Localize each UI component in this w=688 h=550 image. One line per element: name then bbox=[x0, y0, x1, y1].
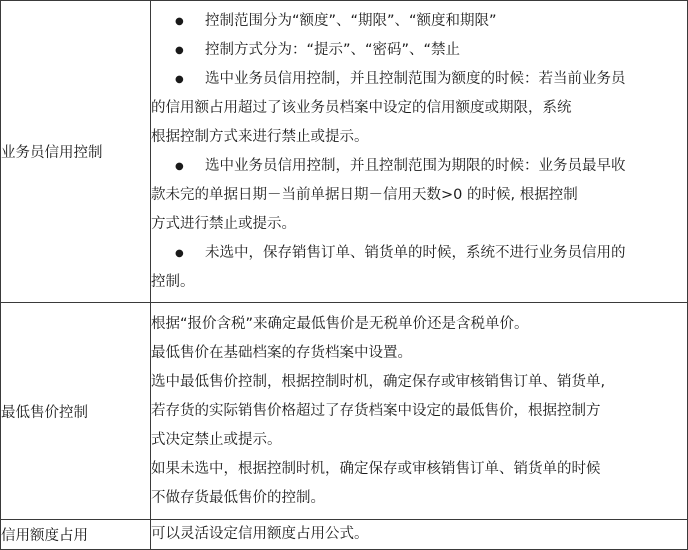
list-item-line: 选中业务员信用控制，并且控制范围为期限的时候：业务员最早收 bbox=[205, 157, 626, 174]
list-item-line: 方式进行禁止或提示。 bbox=[151, 215, 296, 232]
row-content-min-price bbox=[151, 303, 688, 520]
row-content-credit-usage bbox=[151, 520, 688, 550]
list-item-line: 控制。 bbox=[151, 273, 195, 290]
paragraph-line: 选中最低售价控制，根据控制时机，确定保存或审核销售订单、销货单, bbox=[151, 373, 606, 390]
list-item-text bbox=[205, 65, 687, 94]
list-item-line: 控制方式分为：“提示”、“密码”、“禁止 bbox=[205, 41, 461, 58]
list-item bbox=[173, 65, 687, 94]
paragraph-line: 不做存货最低售价的控制。 bbox=[151, 489, 325, 506]
list-item bbox=[173, 7, 687, 36]
list-item-text bbox=[205, 7, 687, 36]
list-item-line: 根据控制方式来进行禁止或提示。 bbox=[151, 128, 369, 145]
table-row bbox=[1, 520, 688, 550]
list-item-text bbox=[205, 152, 687, 181]
row-label-credit-usage: 信用额度占用 bbox=[1, 520, 151, 550]
row-label-min-price: 最低售价控制 bbox=[1, 303, 151, 520]
paragraph-line: 根据“报价含税”来确定最低售价是无税单价还是含税单价。 bbox=[151, 315, 529, 332]
list-item-continuation bbox=[151, 181, 687, 239]
paragraph-line: 若存货的实际销售价格超过了存货档案中设定的最低售价，根据控制方 bbox=[151, 402, 601, 419]
list-item bbox=[173, 152, 687, 181]
paragraph-line: 最低售价在基础档案的存货档案中设置。 bbox=[151, 344, 412, 361]
list-item-line: 未选中，保存销售订单、销货单的时候，系统不进行业务员信用的 bbox=[205, 244, 626, 261]
row-label-salesman-credit: 业务员信用控制 bbox=[1, 1, 151, 303]
list-item-line: 控制范围分为“额度”、“期限”、“额度和期限” bbox=[205, 12, 497, 29]
list-item bbox=[173, 239, 687, 268]
list-item-continuation bbox=[151, 268, 687, 297]
row-content-salesman-credit bbox=[151, 1, 688, 303]
list-item-text bbox=[205, 239, 687, 268]
paragraph-line: 可以灵活设定信用额度占用公式。 bbox=[151, 526, 369, 542]
bullet-icon: ● bbox=[175, 160, 184, 172]
paragraph-line: 如果未选中，根据控制时机，确定保存或审核销售订单、销货单的时候 bbox=[151, 460, 601, 477]
list-item-line: 选中业务员信用控制，并且控制范围为额度的时候：若当前业务员 bbox=[205, 70, 626, 87]
bullet-icon: ● bbox=[175, 73, 184, 85]
paragraph-line: 式决定禁止或提示。 bbox=[151, 431, 282, 448]
list-item-line: 款未完的单据日期－当前单据日期－信用天数>0 的时候, 根据控制 bbox=[151, 186, 578, 203]
bullet-icon: ● bbox=[175, 15, 184, 27]
list-item-line: 的信用额占用超过了该业务员档案中设定的信用额度或期限，系统 bbox=[151, 99, 572, 116]
list-item-continuation bbox=[151, 94, 687, 152]
list-item-text bbox=[205, 36, 687, 65]
list-item bbox=[173, 36, 687, 65]
bullet-icon: ● bbox=[175, 44, 184, 56]
bullet-icon: ● bbox=[175, 247, 184, 259]
table-row bbox=[1, 303, 688, 520]
table-row bbox=[1, 1, 688, 303]
